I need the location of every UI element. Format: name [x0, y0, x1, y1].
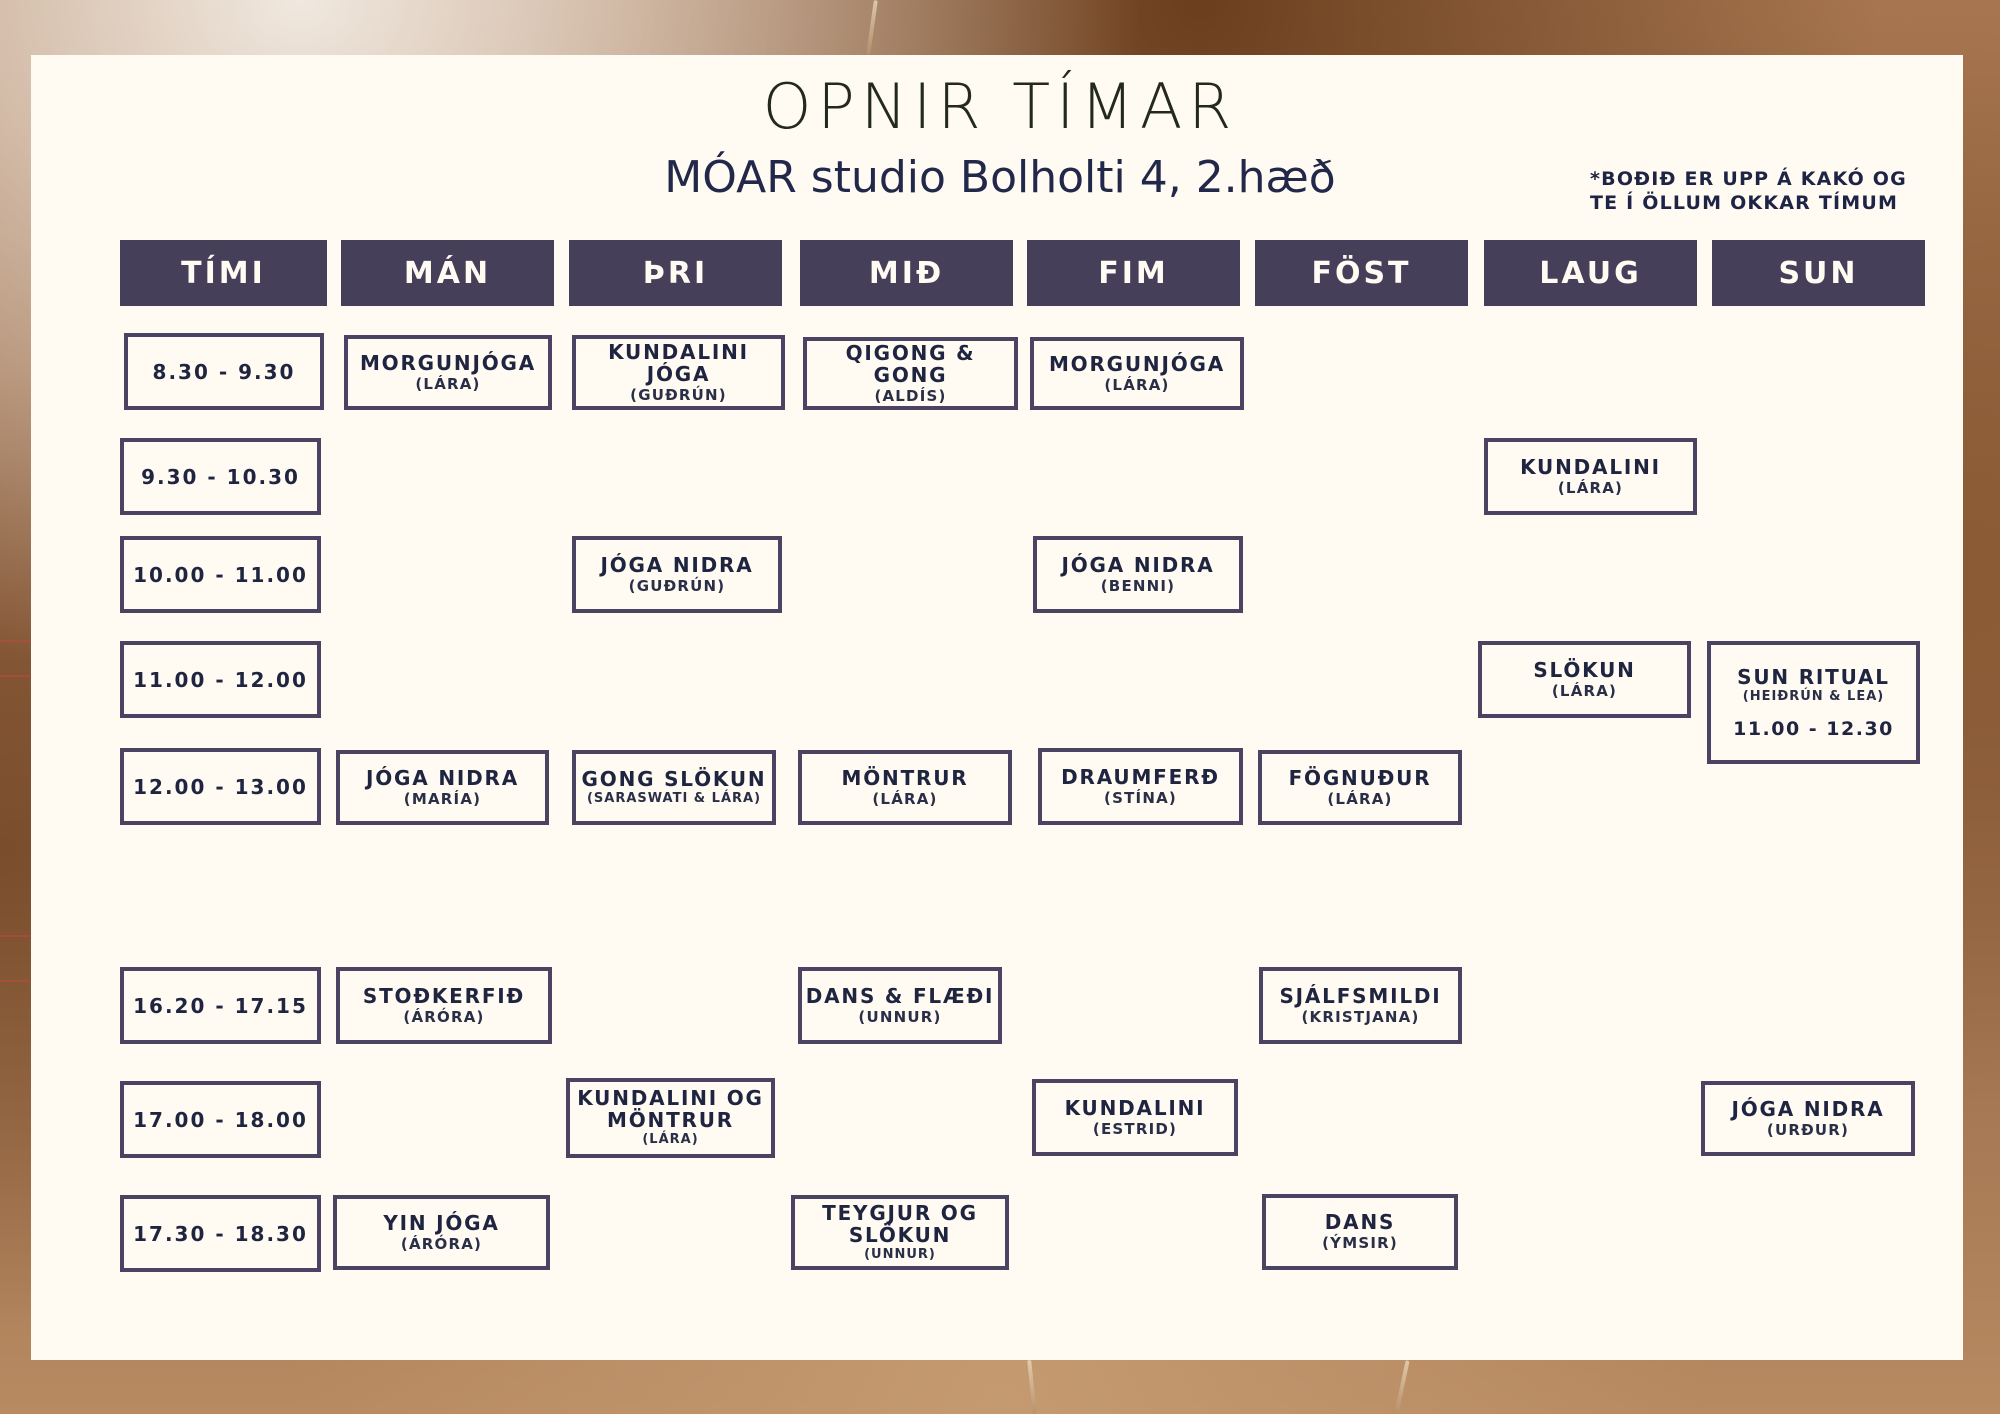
- class-teacher: (SARASWATI & LÁRA): [586, 790, 762, 806]
- red-line-decoration: [0, 980, 30, 982]
- time-label: 8.30 - 9.30: [152, 359, 296, 384]
- time-slot: [124, 333, 324, 410]
- class-name: FÖGNUÐUR: [1288, 765, 1432, 790]
- class-card: [566, 1078, 775, 1158]
- class-teacher: (LÁRA): [1557, 478, 1624, 497]
- class-name: MÖNTRUR: [841, 765, 969, 790]
- header-monday: MÁN: [341, 240, 554, 306]
- class-name: KUNDALINI JÓGA: [608, 339, 749, 386]
- class-teacher: (LÁRA): [642, 1132, 699, 1147]
- class-name: DRAUMFERÐ: [1061, 764, 1220, 789]
- class-name: MORGUNJÓGA: [359, 350, 537, 375]
- class-card: [344, 335, 552, 410]
- class-teacher: (STÍNA): [1104, 788, 1177, 807]
- class-name: TEYGJUR OG: [822, 1200, 978, 1225]
- class-name-line-2: MÖNTRUR: [607, 1108, 734, 1132]
- class-teacher: (ÁRÓRA): [400, 1234, 483, 1253]
- class-name: KUNDALINI: [1520, 454, 1661, 479]
- class-teacher: (ÝMSIR): [1322, 1234, 1398, 1252]
- class-teacher: (LÁRA): [1104, 375, 1170, 394]
- class-card: [572, 750, 776, 825]
- class-teacher: (BENNI): [1100, 576, 1176, 595]
- class-card: [1262, 1194, 1458, 1270]
- class-name: KUNDALINI OG: [577, 1086, 764, 1110]
- class-teacher: (HEIÐRÚN & LEA): [1742, 688, 1885, 704]
- class-name: DANS: [1324, 1210, 1396, 1234]
- class-teacher: (LÁRA): [1551, 681, 1618, 700]
- header-tuesday: ÞRI: [569, 240, 782, 306]
- class-time: 11.00 - 12.30: [1733, 717, 1894, 740]
- class-card: [1484, 438, 1697, 515]
- class-card: [803, 337, 1018, 410]
- time-label: 17.30 - 18.30: [133, 1221, 308, 1246]
- time-slot: [120, 438, 321, 515]
- class-card: [1707, 641, 1920, 764]
- class-name: JÓGA NIDRA: [366, 765, 519, 790]
- class-teacher: (LÁRA): [415, 374, 481, 393]
- grass-stalk-decoration: [1394, 1360, 1409, 1414]
- time-slot: [120, 967, 321, 1044]
- class-teacher: (GUÐRÚN): [628, 576, 726, 595]
- class-card: [1030, 337, 1244, 410]
- red-line-decoration: [0, 935, 30, 937]
- class-teacher: (LÁRA): [1327, 789, 1393, 808]
- class-name: JÓGA NIDRA: [1731, 1096, 1885, 1121]
- header-saturday: LAUG: [1484, 240, 1697, 306]
- time-label: 12.00 - 13.00: [133, 774, 308, 799]
- class-card: [1258, 750, 1462, 825]
- page-subtitle: MÓAR studio Bolholti 4, 2.hæð: [664, 152, 1336, 203]
- class-card: [791, 1195, 1009, 1270]
- class-card: [336, 967, 552, 1044]
- class-name: JÓGA NIDRA: [600, 552, 754, 577]
- class-card: [572, 335, 785, 410]
- class-name: GONG SLÖKUN: [581, 766, 767, 791]
- time-label: 17.00 - 18.00: [133, 1107, 308, 1132]
- class-name: JÓGA NIDRA: [1061, 552, 1215, 577]
- grass-stalk-decoration: [1027, 1360, 1037, 1414]
- class-teacher: (ESTRID): [1092, 1119, 1178, 1138]
- header-time: TÍMI: [120, 240, 327, 306]
- class-teacher: (MARÍA): [403, 789, 482, 808]
- header-thursday: FIM: [1027, 240, 1240, 306]
- class-card: [333, 1195, 550, 1270]
- time-slot: [120, 536, 321, 613]
- class-card: [1259, 967, 1462, 1044]
- class-teacher: (URÐUR): [1766, 1120, 1850, 1139]
- class-teacher: (GUÐRÚN): [630, 385, 727, 404]
- class-card: [1701, 1081, 1915, 1156]
- header-friday: FÖST: [1255, 240, 1468, 306]
- class-card: [1038, 748, 1243, 825]
- class-card: [1032, 1079, 1238, 1156]
- class-teacher: (UNNUR): [858, 1007, 942, 1026]
- time-label: 11.00 - 12.00: [133, 667, 308, 692]
- grass-stalk-decoration: [866, 0, 878, 55]
- class-name: STOÐKERFIÐ: [362, 983, 526, 1008]
- header-wednesday: MIÐ: [800, 240, 1013, 306]
- class-name-line-2: SLÖKUN: [848, 1222, 952, 1247]
- class-card: [798, 967, 1002, 1044]
- page-title: OPNIR TÍMAR: [762, 70, 1238, 143]
- class-name: SLÖKUN: [1533, 657, 1636, 682]
- cocoa-tea-note: *BOÐIÐ ER UPP Á KAKÓ OG TE Í ÖLLUM OKKAR TÍMUM: [1590, 168, 1907, 214]
- class-name: MORGUNJÓGA: [1048, 351, 1226, 376]
- class-name: SJÁLFSMILDI: [1279, 983, 1442, 1008]
- time-slot: [120, 748, 321, 825]
- class-card: [336, 750, 549, 825]
- class-teacher: (KRISTJANA): [1301, 1007, 1420, 1026]
- time-slot: [120, 1081, 321, 1158]
- red-line-decoration: [0, 640, 30, 642]
- header-sunday: SUN: [1712, 240, 1925, 306]
- class-name: QIGONG & GONG: [845, 340, 976, 387]
- class-teacher: (LÁRA): [872, 789, 938, 808]
- time-slot: [120, 1195, 321, 1272]
- class-name: DANS & FLÆÐI: [805, 983, 995, 1008]
- time-label: 16.20 - 17.15: [133, 993, 308, 1018]
- time-label: 9.30 - 10.30: [141, 464, 300, 489]
- class-card: [1033, 536, 1243, 613]
- class-teacher: (ALDÍS): [874, 386, 947, 405]
- red-line-decoration: [0, 675, 30, 677]
- class-card: [1478, 641, 1691, 718]
- class-teacher: (ÁRÓRA): [403, 1007, 485, 1026]
- time-label: 10.00 - 11.00: [133, 562, 308, 587]
- class-card: [572, 536, 782, 613]
- class-teacher: (UNNUR): [864, 1246, 936, 1262]
- time-slot: [120, 641, 321, 718]
- class-name: KUNDALINI: [1064, 1095, 1206, 1120]
- class-name: SUN RITUAL: [1737, 664, 1890, 689]
- class-name: YIN JÓGA: [383, 1210, 500, 1235]
- class-card: [798, 750, 1012, 825]
